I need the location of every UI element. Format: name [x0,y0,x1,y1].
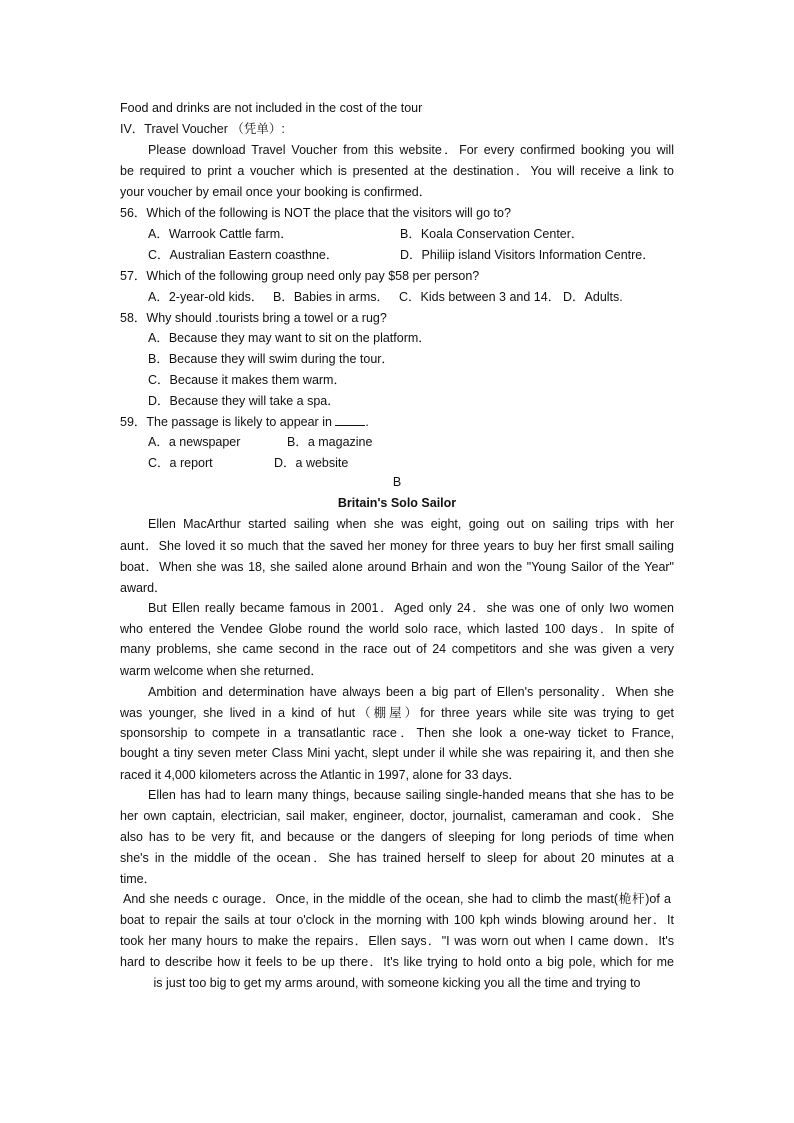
passage-line: And she needs c ourage．Once, in the middle of the ocean, she had to climb the mast(桅杆)of a [123,892,671,906]
passage-line: also has to be very fit, and because or the dangers of sleeping for long periods of time when [120,830,674,844]
section-letter: B [392,475,402,489]
passage-line: Ellen MacArthur started sailing when she was eight, going out on sailing trips with her [148,517,674,531]
passage-line: took her many hours to make the repairs．Ellen says．"I was worn out when I came down．It's [120,934,674,948]
question-57-option-a: A．2-year-old kids． [148,290,264,304]
passage-line: boat to repair the sails at tour o'clock in the morning with 100 kph winds blowing around her．It [120,913,674,927]
passage-line: Ambition and determination have always been a big part of Ellen's personality．When she [148,685,674,699]
question-57-option-b: B．Babies in arms． [273,290,390,304]
passage-line: is just too big to get my arms around, with someone kicking you all the time and trying to [153,976,641,990]
passage-line: boat．When she was 18, she sailed alone around Brhain and won the "Young Sailor of the Year" [120,560,674,574]
question-57-option-d: D．Adults. [563,290,623,304]
question-59-option-c: C．a report [148,456,213,470]
question-58-stem: 58．Why should .tourists bring a towel or a rug? [120,311,387,325]
question-57-option-c: C．Kids between 3 and 14． [399,290,561,304]
question-58-option-d: D．Because they will take a spa． [148,394,340,408]
passage-line: her own captain, electrician, sail maker, engineer, doctor, journalist, cameraman and cook．She [120,809,674,823]
question-56-option-b: B．Koala Conservation Center． [400,227,584,241]
voucher-line: your voucher by email once your booking is confirmed． [120,185,432,199]
passage-title: Britain's Solo Sailor [337,496,457,510]
question-56-option-c: C．Australian Eastern coasthne． [148,248,339,262]
question-56-option-d: D．Philiip island Visitors Information Centre． [400,248,655,262]
question-59-option-d: D．a website [274,456,349,470]
passage-line: time． [120,872,157,886]
passage-line: raced it 4,000 kilometers across the Atlantic in 1997, alone for 33 days． [120,768,521,782]
question-59-stem-end: . [365,415,369,429]
passage-line: hard to describe how it feels to be up there．It's like trying to hold onto a big pole, which for me [120,955,674,969]
passage-line: sponsorship to compete in a transatlantic race．Then she look a one-way ticket to France, [120,726,674,740]
question-57-stem: 57．Which of the following group need only pay $58 per person? [120,269,480,283]
question-59-stem-text: 59．The passage is likely to appear in [120,415,336,429]
question-58-option-b: B．Because they will swim during the tour． [148,352,394,366]
passage-line: she's in the middle of the ocean．She has trained herself to sleep for about 20 minutes at a [120,851,674,865]
passage-line: many problems, she came second in the race out of 24 competitors and she was given a very [120,642,674,656]
voucher-line: be required to print a voucher which is presented at the destination．You will receive a link to [120,164,674,178]
passage-line: aunt．She loved it so much that the saved her money for three years to buy her first small sailing [120,539,674,553]
question-58-option-a: A．Because they may want to sit on the platform． [148,331,431,345]
question-59-stem [120,414,674,430]
passage-line: was younger, she lived in a kind of hut（棚屋）for three years while site was trying to get [120,706,674,720]
passage-line: But Ellen really became famous in 2001．Aged only 24．she was one of only Iwo women [148,601,674,615]
passage-line: warm welcome when she returned． [120,664,323,678]
question-59-option-a: A．a newspaper [148,435,241,449]
question-56-stem: 56．Which of the following is NOT the place that the visitors will go to? [120,206,511,220]
question-56-option-a: A．Warrook Cattle farm． [148,227,293,241]
answer-blank [335,414,365,426]
voucher-line: Please download Travel Voucher from this website．For every confirmed booking you will [148,143,674,157]
question-59-option-b: B．a magazine [287,435,373,449]
passage-line: bought a tiny seven meter Class Mini yacht, slept under il while she was repairing it, and then she [120,746,674,760]
passage-line: Ellen has had to learn many things, because sailing single-handed means that she has to be [148,788,674,802]
question-58-option-c: C．Because it makes them warm． [148,373,346,387]
passage-line: award． [120,581,167,595]
passage-line: who entered the Vendee Globe round the world solo race, which lasted 100 days．In spite of [120,622,674,636]
food-note: Food and drinks are not included in the cost of the tour [120,101,423,115]
voucher-heading: IV．Travel Voucher （凭单）: [120,122,285,136]
